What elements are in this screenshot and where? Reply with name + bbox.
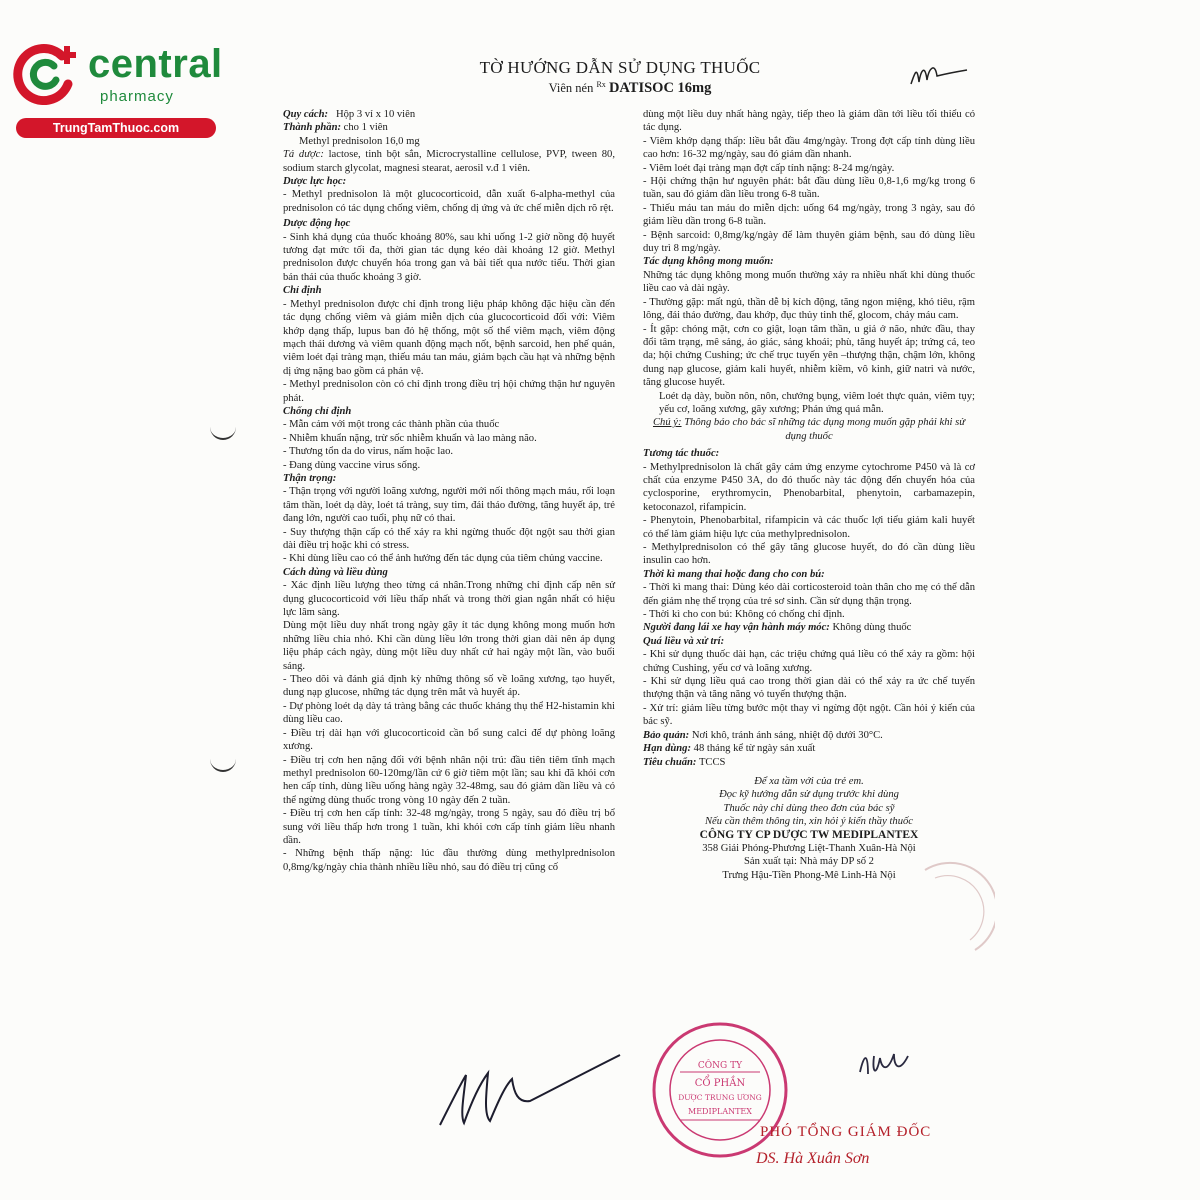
dosage-item: - Điều trị dài hạn với glucocorticoid cần bổ sung calci để dự phòng loãng xương. — [283, 727, 615, 753]
company-address: 358 Giải Phóng-Phương Liệt-Thanh Xuân-Hà Nội — [702, 842, 916, 854]
dosing-item: - Thiếu máu tan máu do miễn dịch: uống 64 mg/ngày, trong 3 ngày, sau đó giảm liều dần trong 6-8 tuần. — [643, 202, 975, 228]
warning-line: Để xa tầm với của trẻ em. — [754, 775, 864, 787]
driving-line — [643, 621, 975, 634]
signatory-title: PHÓ TỔNG GIÁM ĐỐC — [760, 1124, 932, 1140]
dosage-continuation: dùng một liều duy nhất hàng ngày, tiếp theo là giảm dần tới liều tối thiểu có tác dụng. — [643, 109, 975, 134]
initials-signature-icon — [905, 58, 975, 92]
company-name: CÔNG TY CP DƯỢC TW MEDIPLANTEX — [699, 828, 919, 841]
dosage-item: - Điều trị cơn hen nặng đối với bệnh nhân nội trú: đầu tiên tiêm tĩnh mạch methyl prednisolon 60-120mg/lần cứ 6 giờ tiêm một lần; sau khi đã khỏi cơn hen cấp tính, dùng liều uống hàng ngày 32-48mg, sau đó giảm dần liều và có thể ngừng dùng thuốc trong vòng 10 ngày đến 2 tuần. — [283, 754, 615, 806]
composition-value: cho 1 viên — [343, 122, 388, 134]
dosing-item: - Viêm loét đại tràng mạn đợt cấp tính nặng: 8-24 mg/ngày. — [643, 162, 895, 174]
packaging-label: Quy cách: — [283, 109, 329, 120]
driving-value: Không dùng thuốc — [832, 622, 912, 634]
document-title: TỜ HƯỚNG DẪN SỬ DỤNG THUỐC — [479, 58, 761, 77]
interactions-heading: Tương tác thuốc: — [643, 448, 720, 460]
stamp-line: CÔNG TY — [697, 1061, 743, 1071]
active-ingredient: Methyl prednisolon 16,0 mg — [299, 135, 420, 147]
expiry-value: 48 tháng kể từ ngày sản xuất — [693, 743, 816, 755]
indications-text-2: - Methyl prednisolon còn có chỉ định trong điều trị hội chứng thận hư nguyên phát. — [283, 379, 615, 404]
excipients-line — [283, 148, 615, 175]
document-subtitle — [480, 80, 780, 97]
packaging-value: Hộp 3 vỉ x 10 viên — [335, 109, 416, 120]
contraindication-item: - Thương tổn da do virus, nấm hoặc lao. — [283, 446, 454, 458]
dosing-item: - Hội chứng thận hư nguyên phát: bắt đầu dùng liều 0,8-1,6 mg/kg trong 6 tuần, sau đó giảm dần liều trong 6-8 tuần. — [643, 176, 975, 201]
contraindication-item: - Nhiễm khuẩn nặng, trừ sốc nhiễm khuẩn và lao màng não. — [283, 432, 537, 444]
contraindication-item: - Mẫn cảm với một trong các thành phần của thuốc — [283, 419, 500, 431]
dosing-item: - Bệnh sarcoid: 0,8mg/kg/ngày để làm thuyên giảm bệnh, sau đó dùng liều duy trì 8 mg/ngày. — [643, 229, 975, 255]
warning-line: Thuốc này chỉ dùng theo đơn của bác sỹ — [723, 802, 895, 814]
contraindications-heading: Chống chỉ định — [283, 405, 352, 417]
expiry-line — [643, 742, 975, 755]
precaution-item: - Suy thượng thận cấp có thể xảy ra khi ngừng thuốc đột ngột sau thời gian dài điều trị hoặc khi có stress. — [283, 526, 615, 551]
stamp-line: DƯỢC TRUNG ƯƠNG — [678, 1093, 762, 1102]
indications-text-1: - Methyl prednisolon được chỉ định trong liệu pháp không đặc hiệu cần đến tác dụng chống viêm và giảm miễn dịch của glucocorticoid đối với: Viêm khớp dạng thấp, lupus ban đỏ hệ thống, một số thể viêm mạch, viêm động mạch thái dương và viêm quanh động mạch nốt, bệnh sarcoid, hen phế quản, viêm loét đại tràng mạn, thiếu máu tan máu, giảm bạch cầu hạt và những bệnh dị ứng nặng bao gồm cả phản vệ. — [283, 298, 615, 377]
stamp-line: MEDIPLANTEX — [688, 1107, 752, 1116]
storage-label: Bảo quản: — [643, 729, 690, 741]
dosage-form: Viên nén — [548, 81, 594, 96]
overdose-heading: Quá liều và xử trí: — [643, 635, 725, 647]
side-effects-uncommon: - Ít gặp: chóng mặt, cơn co giật, loạn tâm thần, u giả ở não, nhức đầu, thay đổi tâm trạng, mê sảng, ảo giác, sảng khoái; phù, tăng huyết áp; trứng cá, teo da; hội chứng Cushing; ức chế trục tuyến yên –thượng thận, chậm lớn, không dung nạp glucose, giảm kali huyết, nhiễm kiềm, vô kinh, giữ natri và nước, tăng glucose huyết. — [643, 323, 975, 389]
partial-stamp-icon — [915, 860, 995, 960]
excipients-value: lactose, tinh bột sắn, Microcrystalline cellulose, PVP, tween 80, sodium starch glycolat, magnesi stearat, aerosil v.đ 1 viên. — [283, 149, 616, 174]
interaction-item: - Methylprednisolon có thể gây tăng glucose huyết, do đó cần dùng liều insulin cao hơn. — [643, 542, 975, 567]
dosing-item: - Viêm khớp dạng thấp: liều bắt đầu 4mg/ngày. Trong đợt cấp tính dùng liều cao hơn: 16-32 mg/ngày, sau đó giảm dần nhanh. — [643, 135, 975, 161]
pharmacokinetics-text: - Sinh khả dụng của thuốc khoảng 80%, sau khi uống 1-2 giờ nồng độ huyết tương đạt mức tối đa, thời gian tác dụng kéo dài khoảng 12 giờ. Methyl prednisolon được chuyển hóa trong gan và bài tiết qua nước tiểu. Thời gian bán thải của thuốc khoảng 3 giờ. — [283, 231, 615, 283]
pharmacy-cross-logo-icon — [12, 38, 82, 108]
storage-value: Nơi khô, tránh ánh sáng, nhiệt độ dưới 30°C. — [691, 729, 883, 741]
product-name: DATISOC 16mg — [608, 80, 712, 97]
precaution-item: - Thận trọng với người loãng xương, người mới nối thông mạch máu, rối loạn tâm thần, loét dạ dày, loét tá tràng, suy tim, đái tháo đường, tăng huyết áp, trẻ đang lớn, người cao tuổi, phụ nữ có thai. — [283, 486, 615, 525]
dosage-item: Dùng một liều duy nhất trong ngày gây ít tác dụng không mong muốn hơn những liều chia nhỏ. Khi cần dùng liều lớn trong thời gian dài nên áp dụng liệu pháp cách ngày, dùng một liều duy nhất cứ hai ngày một lần, vào buổi sáng. — [283, 620, 615, 672]
excipients-label: Tá dược: — [283, 149, 324, 161]
precaution-item: - Khi dùng liều cao có thể ảnh hưởng đến tác dụng của tiêm chủng vaccine. — [283, 553, 603, 565]
storage-line — [643, 729, 975, 742]
note-label: Chú ý: — [652, 417, 682, 429]
warning-line: Đọc kỹ hướng dẫn sử dụng trước khi dùng — [719, 789, 899, 801]
note-text: Thông báo cho bác sĩ những tác dụng mong muốn gặp phải khi sử dụng thuốc — [684, 417, 965, 442]
packaging-line — [283, 108, 615, 121]
approval-signature-icon — [430, 1045, 630, 1135]
side-effects-uncommon-2: Loét dạ dày, buồn nôn, nôn, chướng bụng, viêm loét thực quản, viêm tụy; yếu cơ, loãng xương, gãy xương; Phản ứng quá mẫn. — [659, 390, 975, 415]
pharmacodynamics-heading: Dược lực học: — [283, 176, 347, 188]
expiry-label: Hạn dùng: — [643, 743, 691, 755]
contraindication-item: - Đang dùng vaccine virus sống. — [283, 459, 421, 471]
central-pharmacy-logo — [8, 36, 223, 136]
signatory-name: DS. Hà Xuân Sơn — [756, 1150, 870, 1167]
pregnancy-item: - Thời kì mang thai: Dùng kéo dài corticosteroid toàn thân cho mẹ có thể dẫn đến giảm nhẹ thể trọng của trẻ sơ sinh. Cần sử dụng thận trọng. — [643, 582, 975, 607]
rx-mark: Rx — [596, 80, 606, 89]
driving-label: Người đang lái xe hay vận hành máy móc: — [643, 622, 830, 634]
director-signature-icon — [850, 1042, 930, 1092]
warning-line: Nếu cần thêm thông tin, xin hỏi ý kiến thầy thuốc — [704, 816, 913, 828]
pregnancy-item: - Thời kì cho con bú: Không có chống chỉ định. — [643, 609, 845, 621]
composition-label: Thành phần: — [283, 122, 341, 134]
side-effects-note — [643, 416, 975, 443]
standard-value: TCCS — [698, 756, 726, 768]
dosage-heading: Cách dùng và liều dùng — [283, 566, 388, 578]
logo-name: central — [88, 42, 223, 86]
punch-hole-icon — [210, 752, 236, 772]
standard-line — [643, 756, 975, 769]
overdose-item: - Khi sử dụng thuốc dài hạn, các triệu chứng quá liều có thể xảy ra gồm: hội chứng Cushing, yếu cơ và loãng xương. — [643, 649, 975, 674]
interaction-item: - Phenytoin, Phenobarbital, rifampicin và các thuốc lợi tiểu giảm kali huyết có thể làm giảm hiệu lực của methylprednisolon. — [643, 515, 975, 540]
composition-line — [283, 121, 615, 134]
precautions-heading: Thận trọng: — [283, 472, 337, 484]
side-effects-common: - Thường gặp: mất ngủ, thần dễ bị kích động, tăng ngon miệng, khó tiêu, rậm lông, đái tháo đường, đau khớp, đục thủy tinh thể, glocom, chảy máu cam. — [643, 296, 975, 322]
warnings-block — [643, 775, 975, 829]
pharmacokinetics-heading: Dược động học — [283, 218, 351, 230]
dosage-item: - Điều trị cơn hen cấp tính: 32-48 mg/ngày, trong 5 ngày, sau đó điều trị bổ sung với liều thấp hơn trong 1 tuần, khi khỏi cơn cấp tính giảm liều nhanh dần. — [283, 808, 615, 846]
logo-url: TrungTamThuoc.com — [16, 118, 216, 138]
punch-hole-icon — [210, 420, 236, 440]
standard-label: Tiêu chuẩn: — [643, 756, 697, 768]
stamp-line: CỔ PHẦN — [694, 1078, 746, 1089]
overdose-item: - Khi sử dụng liều quá cao trong thời gian dài có thể xảy ra ức chế tuyến thượng thận và tăng năng vỏ tuyến thượng thận. — [643, 676, 975, 701]
left-column — [283, 108, 615, 874]
logo-subtitle: pharmacy — [100, 88, 174, 105]
indications-heading: Chỉ định — [283, 285, 322, 297]
dosage-item: - Theo dõi và đánh giá định kỳ những thông số về loãng xương, tạo huyết, dung nạp glucose, những tác dụng trên mắt và huyết áp. — [283, 674, 615, 699]
factory-address: Trưng Hậu-Tiền Phong-Mê Linh-Hà Nội — [722, 869, 896, 881]
pharmacodynamics-text: - Methyl prednisolon là một glucocorticoid, dẫn xuất 6-alpha-methyl của prednisolon có tác dụng chống viêm, chống dị ứng và ức chế miễn dịch rõ rệt. — [283, 189, 615, 214]
right-column — [643, 108, 975, 882]
dosage-item: - Những bệnh thấp nặng: lúc đầu thường dùng methylprednisolon 0,8mg/kg/ngày chia thành nhiều liều nhỏ, sau đó điều trị cũng cố — [283, 848, 615, 873]
side-effects-intro: Những tác dụng không mong muốn thường xảy ra nhiều nhất khi dùng thuốc liều cao và dài ngày. — [643, 269, 975, 295]
overdose-item: - Xử trí: giảm liều từng bước một thay vì ngừng đột ngột. Cần hỏi ý kiến của bác sỹ. — [643, 702, 975, 728]
factory-line: Sản xuất tại: Nhà máy DP số 2 — [744, 856, 874, 868]
interaction-item: - Methylprednisolon là chất gây cảm ứng enzyme cytochrome P450 và là cơ chất của enzyme P450 3A, do đó thuốc này tác động đến chuyển hóa của cyclosporine, erythromycin, Phenobarbital, phenytoin, carbamazepin, ketoconazol, rifampicin. — [643, 461, 975, 513]
pregnancy-heading: Thời kì mang thai hoặc đang cho con bú: — [643, 568, 825, 580]
dosage-item: - Xác định liều lượng theo từng cá nhân.Trong những chỉ định cấp nên sử dụng glucocorticoid với liều thấp nhất và trong thời gian ngắn nhất có hiệu lực lâm sàng. — [283, 580, 615, 619]
side-effects-heading: Tác dụng không mong muốn: — [643, 256, 774, 268]
dosage-item: - Dự phòng loét dạ dày tá tràng bằng các thuốc kháng thụ thể H2-histamin khi dùng liều cao. — [283, 700, 615, 726]
